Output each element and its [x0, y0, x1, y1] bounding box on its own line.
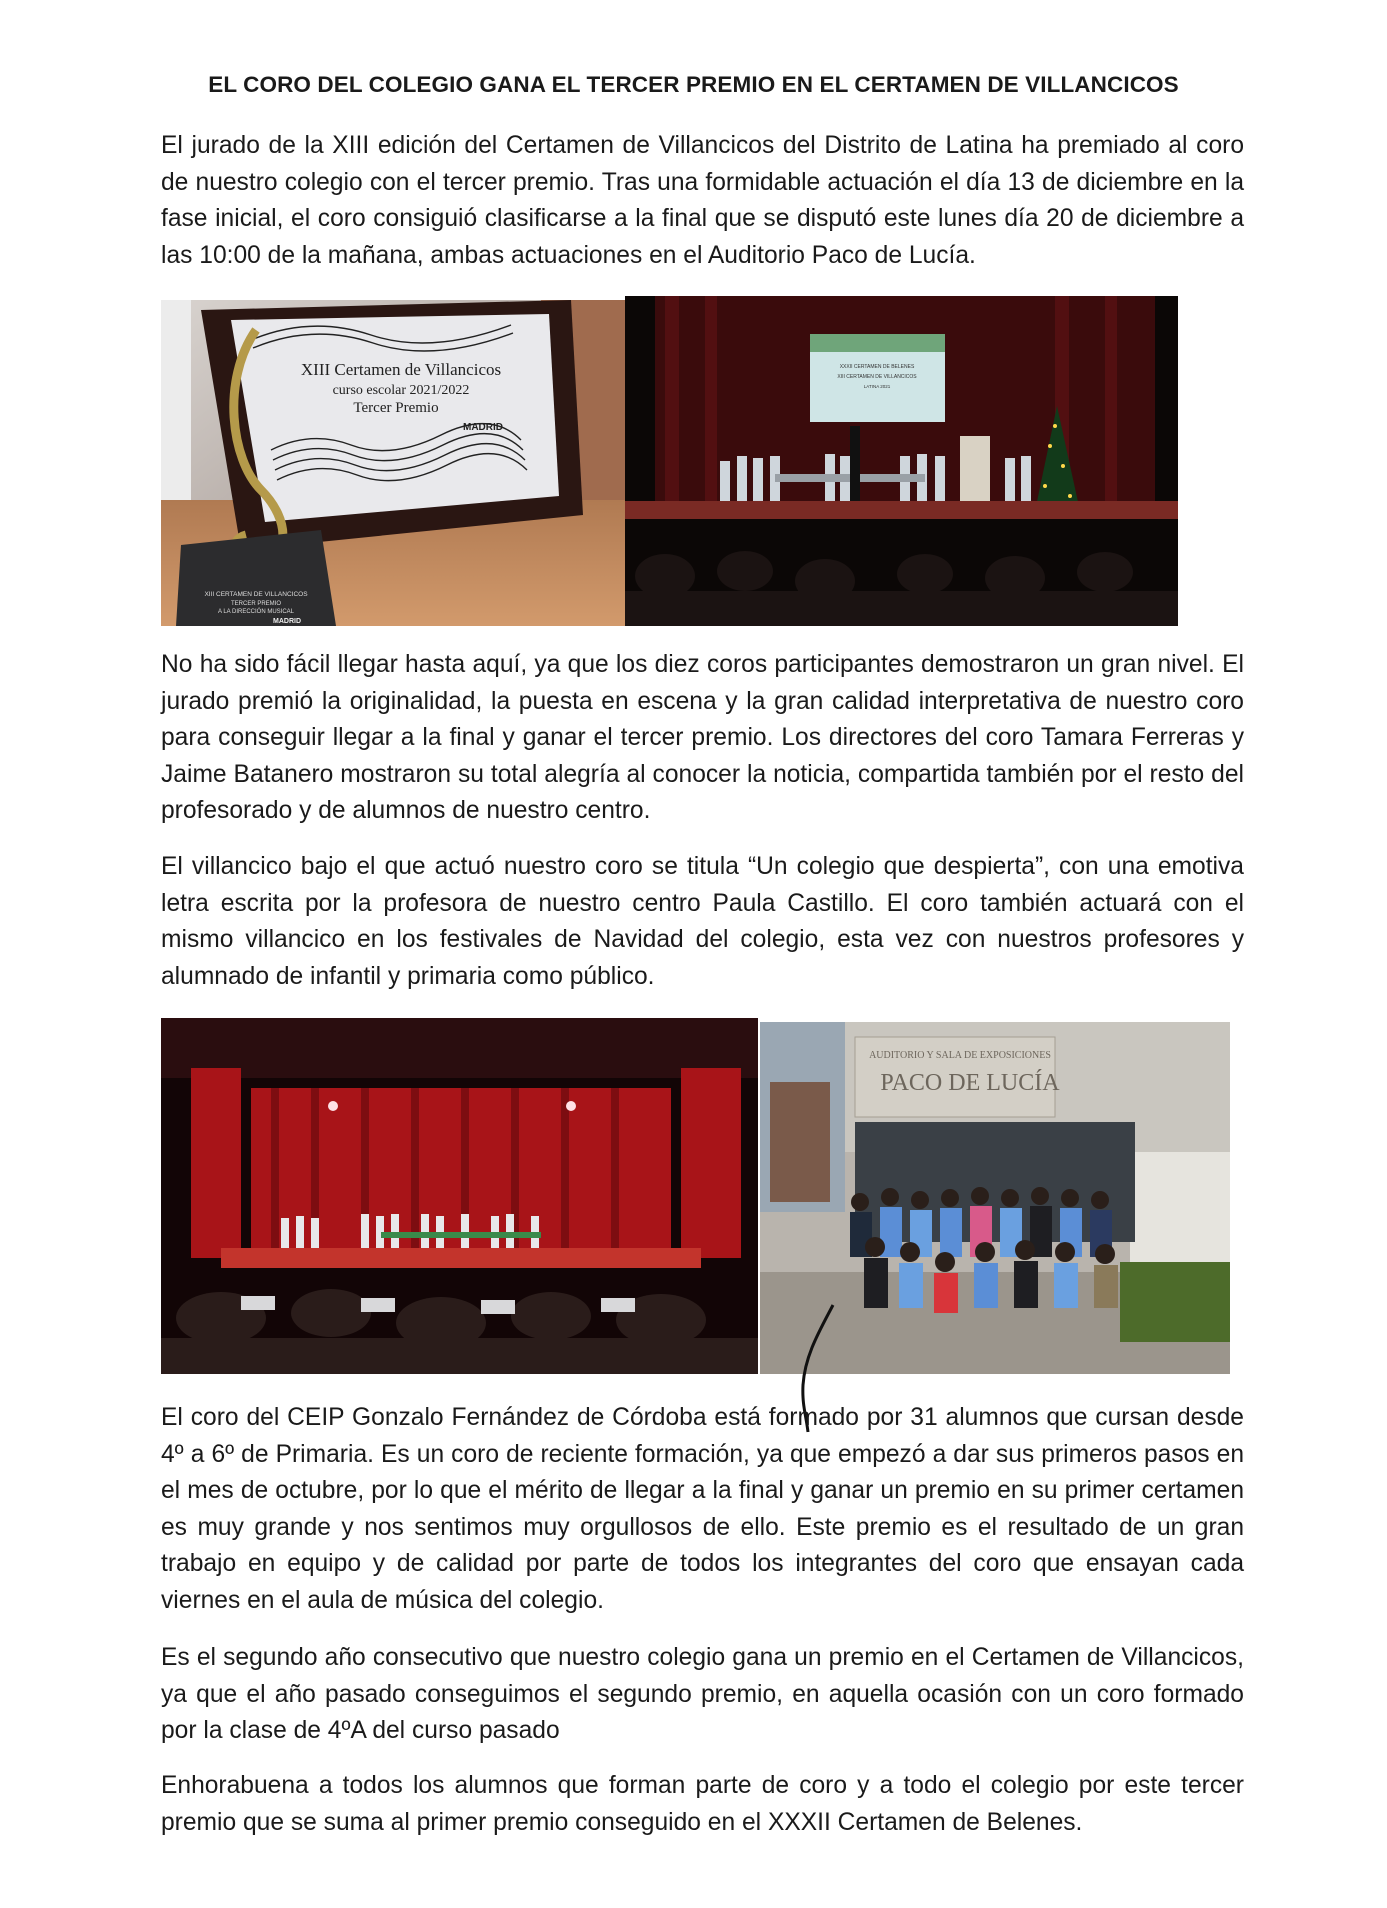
sign-big-text: PACO DE LUCÍA [880, 1070, 1060, 1096]
sign-small-text: AUDITORIO Y SALA DE EXPOSICIONES [869, 1050, 1051, 1061]
stage-photo [625, 296, 1178, 626]
plaque-line-2: curso escolar 2021/2022 [332, 383, 470, 398]
base-line-2: TERCER PREMIO [230, 601, 282, 607]
screen-line-1: XXXII CERTAMEN DE BELENES [839, 364, 915, 370]
paragraph-2: No ha sido fácil llegar hasta aquí, ya que los diez coros participantes demostraron un gran nivel. El jurado premió la originalidad, la puesta en escena y la gran calidad interpretativa de nuestro coro para conseguir llegar a la final y ganar el tercer premio. Los directores del coro Tamara Ferreras y Jaime Batanero mostraron su total alegría al conocer la noticia, compartida también por el resto del profesorado y de alumnos de nuestro centro. [161, 651, 1244, 825]
plaque-line-3: Tercer Premio [353, 400, 439, 416]
article-title: EL CORO DEL COLEGIO GANA EL TERCER PREMIO EN EL CERTAMEN DE VILLANCICOS [208, 72, 1179, 97]
base-line-3: A LA DIRECCIÓN MUSICAL [217, 609, 295, 615]
base-line-1: XIII CERTAMEN DE VILLANCICOS [204, 591, 308, 598]
trophy-photo [161, 300, 625, 626]
plaque-brand: MADRID [463, 422, 503, 433]
paragraph-5: Es el segundo año consecutivo que nuestro colegio gana un premio en el Certamen de Villancicos, ya que el año pasado conseguimos el segundo premio, en aquella ocasión con un coro formado por la clase de 4ºA del curso pasado [161, 1644, 1244, 1745]
paragraph-1: El jurado de la XIII edición del Certamen de Villancicos del Distrito de Latina ha premiado al coro de nuestro colegio con el tercer premio. Tras una formidable actuación el día 13 de diciembre en la fase inicial, el coro consiguió clasificarse a la final que se disputó este lunes día 20 de diciembre a las 10:00 de la mañana, ambas actuaciones en el Auditorio Paco de Lucía. [161, 132, 1244, 269]
group-photo [760, 1022, 1230, 1374]
auditorium-photo [161, 1018, 758, 1374]
paragraph-6: Enhorabuena a todos los alumnos que forman parte de coro y a todo el colegio por este tercer premio que se suma al primer premio conseguido en el XXXII Certamen de Belenes. [161, 1772, 1244, 1836]
base-brand: MADRID [273, 618, 301, 625]
screen-line-3: LATINA 2021 [863, 384, 891, 389]
screen-line-2: XIII CERTAMEN DE VILLANCICOS [837, 374, 917, 380]
paragraph-4: El coro del CEIP Gonzalo Fernández de Córdoba está formado por 31 alumnos que cursan desde 4º a 6º de Primaria. Es un coro de reciente formación, ya que empezó a dar sus primeros pasos en el mes de octubre, por lo que el mérito de llegar a la final y ganar un premio en su primer certamen es muy grande y nos sentimos muy orgullosos de ello. Este premio es el resultado de un gran trabajo en equipo y de calidad por parte de todos los integrantes del coro que ensayan cada viernes en el aula de música del colegio. [161, 1404, 1244, 1614]
plaque-line-1: XIII Certamen de Villancicos [300, 360, 502, 379]
paragraph-3: El villancico bajo el que actuó nuestro coro se titula “Un colegio que despierta”, con una emotiva letra escrita por la profesora de nuestro centro Paula Castillo. El coro también actuará con el mismo villancico en los festivales de Navidad del colegio, esta vez con nuestros profesores y alumnado de infantil y primaria como público. [161, 853, 1244, 990]
